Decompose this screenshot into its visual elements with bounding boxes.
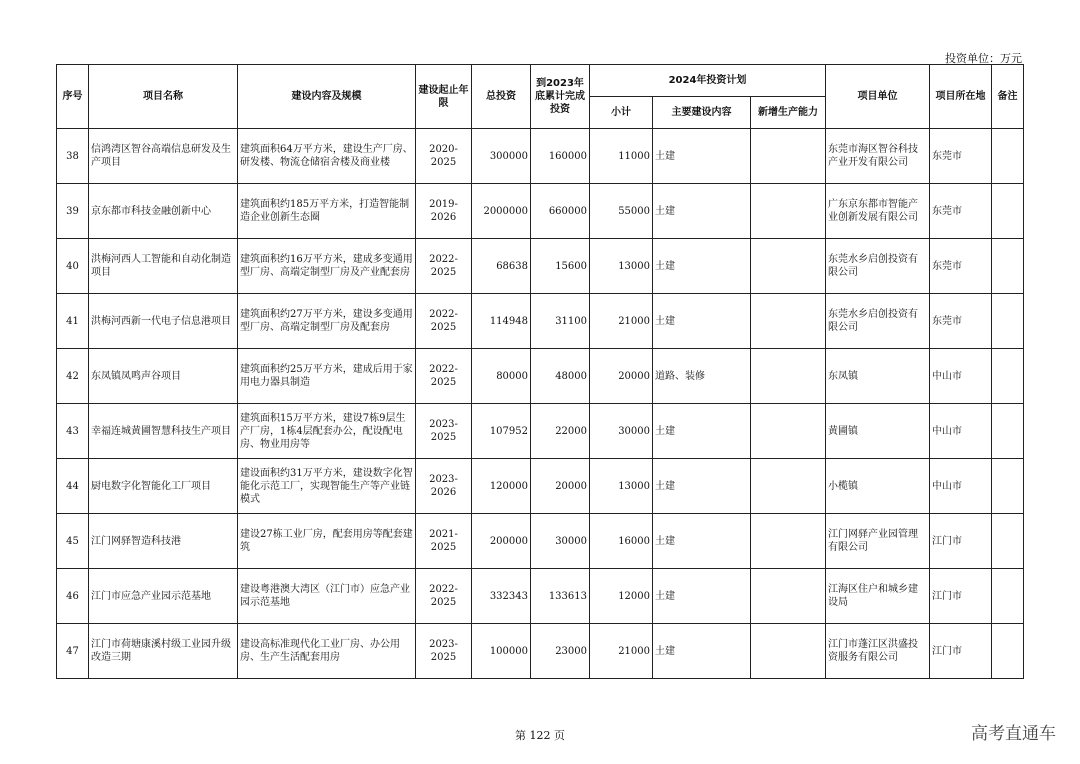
cell-period: 2019-2026 xyxy=(416,184,472,239)
cell-remark xyxy=(992,624,1024,679)
cell-seq: 45 xyxy=(57,514,89,569)
cell-new-capacity xyxy=(751,459,826,514)
cell-location: 东莞市 xyxy=(930,239,992,294)
cell-project-unit: 东凤镇 xyxy=(826,349,930,404)
cell-total-investment: 80000 xyxy=(472,349,531,404)
cell-project-unit: 江门市蓬江区洪盛投资服务有限公司 xyxy=(826,624,930,679)
cell-construction-content: 建筑面积约27万平方米，建设多变通用型厂房、高端定制型厂房及配套房 xyxy=(238,294,416,349)
cell-main-content: 土建 xyxy=(653,514,751,569)
header-construction-content: 建设内容及规模 xyxy=(238,65,416,129)
cell-remark xyxy=(992,569,1024,624)
cell-total-investment: 68638 xyxy=(472,239,531,294)
cell-total-investment: 107952 xyxy=(472,404,531,459)
cell-completed-investment: 22000 xyxy=(531,404,590,459)
cell-new-capacity xyxy=(751,129,826,184)
cell-location: 江门市 xyxy=(930,569,992,624)
cell-main-content: 土建 xyxy=(653,184,751,239)
cell-construction-content: 建设粤港澳大湾区（江门市）应急产业园示范基地 xyxy=(238,569,416,624)
cell-seq: 42 xyxy=(57,349,89,404)
cell-completed-investment: 133613 xyxy=(531,569,590,624)
cell-main-content: 道路、装修 xyxy=(653,349,751,404)
cell-project-unit: 东莞水乡启创投资有限公司 xyxy=(826,294,930,349)
cell-subtotal: 20000 xyxy=(590,349,653,404)
cell-period: 2022-2025 xyxy=(416,294,472,349)
cell-period: 2022-2025 xyxy=(416,569,472,624)
cell-subtotal: 30000 xyxy=(590,404,653,459)
cell-period: 2021-2025 xyxy=(416,514,472,569)
header-period: 建设起止年限 xyxy=(416,65,472,129)
investment-unit-note: 投资单位：万元 xyxy=(945,52,1022,65)
cell-period: 2023-2025 xyxy=(416,624,472,679)
cell-new-capacity xyxy=(751,239,826,294)
cell-seq: 47 xyxy=(57,624,89,679)
cell-completed-investment: 48000 xyxy=(531,349,590,404)
cell-location: 东莞市 xyxy=(930,294,992,349)
table-row xyxy=(57,624,1024,679)
cell-period: 2023-2026 xyxy=(416,459,472,514)
cell-project-unit: 黄圃镇 xyxy=(826,404,930,459)
cell-construction-content: 建筑面积约185万平方米，打造智能制造企业创新生态圈 xyxy=(238,184,416,239)
cell-remark xyxy=(992,239,1024,294)
cell-new-capacity xyxy=(751,569,826,624)
cell-main-content: 土建 xyxy=(653,459,751,514)
cell-seq: 38 xyxy=(57,129,89,184)
header-completed-investment: 到2023年底累计完成投资 xyxy=(531,65,590,129)
cell-completed-investment: 20000 xyxy=(531,459,590,514)
header-location: 项目所在地 xyxy=(930,65,992,129)
cell-project-name: 江门网驿智造科技港 xyxy=(89,514,238,569)
cell-construction-content: 建设27栋工业厂房，配套用房等配套建筑 xyxy=(238,514,416,569)
cell-location: 中山市 xyxy=(930,459,992,514)
cell-seq: 43 xyxy=(57,404,89,459)
table-row xyxy=(57,404,1024,459)
cell-main-content: 土建 xyxy=(653,129,751,184)
cell-period: 2022-2025 xyxy=(416,349,472,404)
table-row xyxy=(57,459,1024,514)
cell-completed-investment: 15600 xyxy=(531,239,590,294)
cell-subtotal: 55000 xyxy=(590,184,653,239)
cell-remark xyxy=(992,129,1024,184)
header-2024-plan: 2024年投资计划 xyxy=(590,65,826,97)
page-number: 第 122 页 xyxy=(515,729,565,742)
cell-location: 中山市 xyxy=(930,404,992,459)
cell-project-unit: 东莞市海区智谷科技产业开发有限公司 xyxy=(826,129,930,184)
cell-main-content: 土建 xyxy=(653,569,751,624)
cell-subtotal: 12000 xyxy=(590,569,653,624)
cell-completed-investment: 31100 xyxy=(531,294,590,349)
watermark-text: 高考直通车 xyxy=(971,724,1056,744)
cell-completed-investment: 660000 xyxy=(531,184,590,239)
cell-remark xyxy=(992,514,1024,569)
cell-location: 东莞市 xyxy=(930,184,992,239)
header-seq: 序号 xyxy=(57,65,89,129)
cell-project-name: 洪梅河西新一代电子信息港项目 xyxy=(89,294,238,349)
cell-subtotal: 21000 xyxy=(590,294,653,349)
cell-project-unit: 江海区住户和城乡建设局 xyxy=(826,569,930,624)
cell-project-unit: 小榄镇 xyxy=(826,459,930,514)
cell-new-capacity xyxy=(751,184,826,239)
cell-subtotal: 16000 xyxy=(590,514,653,569)
cell-period: 2020-2025 xyxy=(416,129,472,184)
table-row xyxy=(57,129,1024,184)
cell-project-name: 京东都市科技金融创新中心 xyxy=(89,184,238,239)
cell-project-name: 信鸿湾区智谷高端信息研发及生产项目 xyxy=(89,129,238,184)
cell-period: 2022-2025 xyxy=(416,239,472,294)
cell-seq: 46 xyxy=(57,569,89,624)
cell-new-capacity xyxy=(751,624,826,679)
cell-construction-content: 建筑面积约25万平方米，建成后用于家用电力器具制造 xyxy=(238,349,416,404)
cell-remark xyxy=(992,294,1024,349)
header-project-name: 项目名称 xyxy=(89,65,238,129)
cell-subtotal: 13000 xyxy=(590,239,653,294)
cell-subtotal: 21000 xyxy=(590,624,653,679)
cell-construction-content: 建筑面积64万平方米，建设生产厂房、研发楼、物流仓储宿舍楼及商业楼 xyxy=(238,129,416,184)
cell-project-name: 江门市荷塘康溪村级工业园升级改造三期 xyxy=(89,624,238,679)
cell-location: 东莞市 xyxy=(930,129,992,184)
cell-main-content: 土建 xyxy=(653,239,751,294)
table-row xyxy=(57,514,1024,569)
cell-period: 2023-2025 xyxy=(416,404,472,459)
cell-construction-content: 建设高标准现代化工业厂房、办公用房、生产生活配套用房 xyxy=(238,624,416,679)
cell-seq: 40 xyxy=(57,239,89,294)
cell-seq: 44 xyxy=(57,459,89,514)
cell-project-name: 幸福连城黄圃智慧科技生产项目 xyxy=(89,404,238,459)
cell-seq: 39 xyxy=(57,184,89,239)
header-main-content: 主要建设内容 xyxy=(653,97,751,129)
cell-subtotal: 13000 xyxy=(590,459,653,514)
cell-new-capacity xyxy=(751,349,826,404)
cell-new-capacity xyxy=(751,514,826,569)
cell-project-unit: 江门网驿产业园管理有限公司 xyxy=(826,514,930,569)
cell-location: 江门市 xyxy=(930,514,992,569)
table-row xyxy=(57,349,1024,404)
investment-plan-table xyxy=(56,64,1024,679)
cell-location: 中山市 xyxy=(930,349,992,404)
cell-total-investment: 200000 xyxy=(472,514,531,569)
cell-remark xyxy=(992,459,1024,514)
cell-project-name: 洪梅河西人工智能和自动化制造项目 xyxy=(89,239,238,294)
cell-total-investment: 120000 xyxy=(472,459,531,514)
cell-total-investment: 2000000 xyxy=(472,184,531,239)
cell-main-content: 土建 xyxy=(653,404,751,459)
header-remark: 备注 xyxy=(992,65,1024,129)
table-row xyxy=(57,569,1024,624)
cell-project-name: 厨电数字化智能化工厂项目 xyxy=(89,459,238,514)
cell-construction-content: 建筑面积15万平方米，建设7栋9层生产厂房，1栋4层配套办公，配设配电房、物业用房等 xyxy=(238,404,416,459)
cell-seq: 41 xyxy=(57,294,89,349)
table-row xyxy=(57,184,1024,239)
cell-construction-content: 建筑面积约16万平方米，建成多变通用型厂房、高端定制型厂房及产业配套房 xyxy=(238,239,416,294)
cell-main-content: 土建 xyxy=(653,624,751,679)
cell-completed-investment: 160000 xyxy=(531,129,590,184)
header-new-capacity: 新增生产能力 xyxy=(751,97,826,129)
cell-remark xyxy=(992,404,1024,459)
cell-construction-content: 建设面积约31万平方米，建设数字化智能化示范工厂，实现智能生产等产业链模式 xyxy=(238,459,416,514)
table-row xyxy=(57,239,1024,294)
cell-project-name: 东凤镇凤鸣声谷项目 xyxy=(89,349,238,404)
cell-new-capacity xyxy=(751,404,826,459)
cell-completed-investment: 23000 xyxy=(531,624,590,679)
cell-total-investment: 114948 xyxy=(472,294,531,349)
cell-project-name: 江门市应急产业园示范基地 xyxy=(89,569,238,624)
cell-total-investment: 100000 xyxy=(472,624,531,679)
header-project-unit: 项目单位 xyxy=(826,65,930,129)
table-row xyxy=(57,294,1024,349)
cell-new-capacity xyxy=(751,294,826,349)
cell-main-content: 土建 xyxy=(653,294,751,349)
cell-project-unit: 东莞水乡启创投资有限公司 xyxy=(826,239,930,294)
cell-remark xyxy=(992,349,1024,404)
cell-project-unit: 广东京东都市智能产业创新发展有限公司 xyxy=(826,184,930,239)
header-row-1 xyxy=(57,65,1024,97)
cell-subtotal: 11000 xyxy=(590,129,653,184)
header-subtotal: 小计 xyxy=(590,97,653,129)
cell-location: 江门市 xyxy=(930,624,992,679)
cell-total-investment: 332343 xyxy=(472,569,531,624)
cell-completed-investment: 30000 xyxy=(531,514,590,569)
cell-remark xyxy=(992,184,1024,239)
cell-total-investment: 300000 xyxy=(472,129,531,184)
header-total-investment: 总投资 xyxy=(472,65,531,129)
